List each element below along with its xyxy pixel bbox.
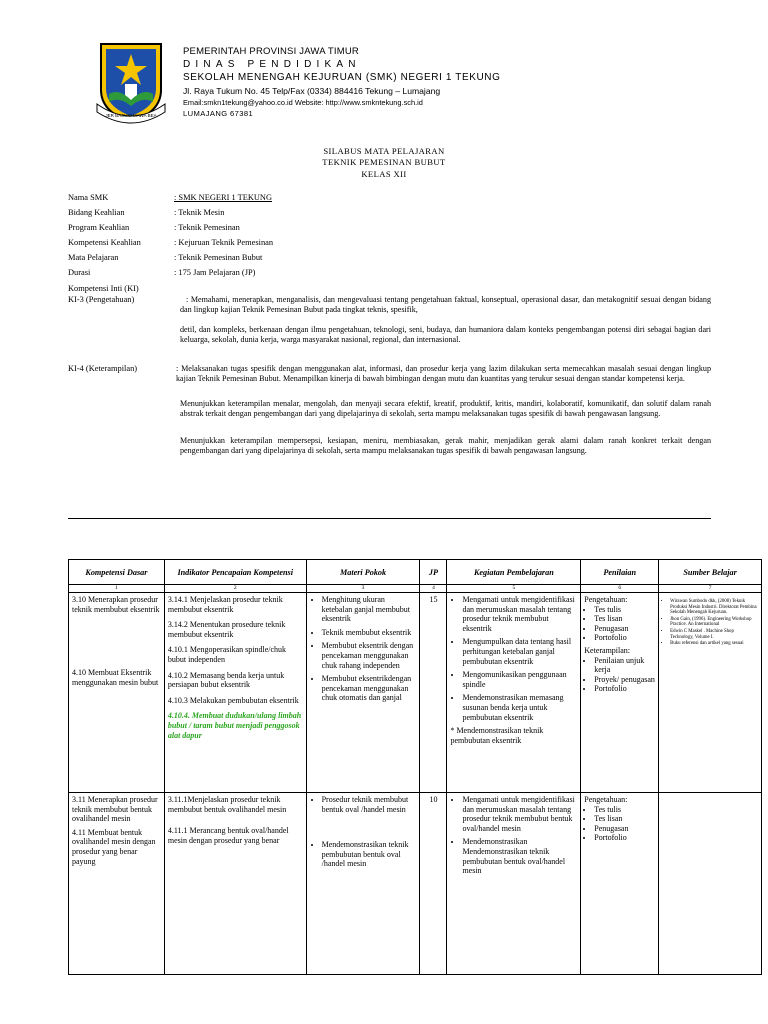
jp-cell: 15	[420, 593, 447, 793]
penilaian-item: • Tes tulis	[594, 605, 655, 615]
info-label: Bidang Keahlian	[68, 208, 125, 217]
kegiatan-item: • Mengamati untuk mengidentifikasi dan merumuskan masalah tentang prosedur teknik membubut bentuk oval/handel mesin	[462, 795, 577, 833]
title-line-3: KELAS XII	[361, 169, 407, 179]
info-value: : Teknik Pemesinan Bubut	[174, 253, 263, 262]
penilaian-item: • Tes lisan	[594, 614, 655, 624]
kd-text: 3.11 Menerapkan prosedur teknik membubut bentuk ovalihandel mesin	[72, 795, 158, 824]
title-line-2: TEKNIK PEMESINAN BUBUT	[322, 157, 446, 167]
sumber-item: • Jhon Gain, (1996). Engineering Workshop Practice. An International	[670, 617, 758, 628]
header-line-1: PEMERINTAH PROVINSI JAWA TIMUR	[183, 46, 359, 57]
title-line-1: SILABUS MATA PELAJARAN	[323, 146, 445, 156]
kegiatan-cell	[447, 793, 581, 975]
penilaian-item: • Penugasan	[594, 624, 655, 634]
column-number: 5	[447, 585, 581, 593]
penilaian-item: • Portofolio	[594, 633, 655, 643]
info-value: : 175 Jam Pelajaran (JP)	[174, 268, 256, 277]
divider	[68, 518, 711, 519]
indikator-item: 4.10.3 Melakukan pembubutan eksentrik	[167, 695, 299, 705]
syllabus-table	[68, 559, 762, 975]
col-header: Kompetensi Dasar	[69, 560, 165, 585]
info-value: : Kejuruan Teknik Pemesinan	[174, 238, 274, 247]
column-number: 6	[581, 585, 659, 593]
header-city: LUMAJANG 67381	[183, 109, 254, 118]
kegiatan-item: • Mengamati untuk mengidentifikasi dan merumuskan masalah tentang prosedur teknik membubut eksentrik	[462, 595, 577, 633]
table-header-row	[69, 560, 762, 585]
materi-item: • Menghitung ukuran ketebalan ganjal membubut eksentrik	[322, 595, 417, 624]
indikator-item: 4.10.1 Mengoperasikan spindle/chuk bubut independen	[167, 645, 287, 664]
header-address: Jl. Raya Tukum No. 45 Telp/Fax (0334) 884416 Tekung – Lumajang	[183, 86, 441, 96]
svg-text:JER BASUKI MAWA BEA: JER BASUKI MAWA BEA	[105, 113, 157, 118]
kd-text: 4.11 Membuat bentuk ovalihandel mesin dengan prosedur yang benar payung	[72, 827, 156, 866]
penilaian-item: • Portofolio	[594, 684, 655, 694]
kegiatan-item: • Mendemonstrasikan memasang susunan benda kerja untuk pembubutan eksentrik	[462, 693, 577, 722]
kd-text: 4.10 Membuat Eksentrik menggunakan mesin bubut	[72, 668, 159, 687]
indikator-item: 4.11.1 Merancang bentuk oval/handel mesin dengan prosedur yang benar	[167, 826, 289, 845]
penilaian-item: • Penugasan	[594, 824, 655, 834]
ki3-text-cont: detil, dan kompleks, berkenaan dengan ilmu pengetahuan, teknologi, seni, budaya, dan humaniora dalam konteks pengembangan potensi diri sebagai bagian dari keluarga, sekolah, dunia kerja, warga masyarakat nasional, regional, dan internasional.	[180, 325, 711, 344]
kegiatan-item: • Mendemonstrasikan Mendemonstrasikan teknik pembubutan bentuk oval/handel mesin	[462, 837, 577, 875]
info-label: Mata Pelajaran	[68, 253, 119, 262]
info-label: Durasi	[68, 268, 91, 277]
indikator-item: 3.14.2 Menentukan prosedure teknik membubut eksentrik	[167, 620, 286, 639]
kegiatan-item: • Mengumpulkan data tentang hasil perhitungan ketebalan ganjal pembubutan eksentrik	[462, 637, 577, 666]
col-header: Penilaian	[581, 560, 659, 585]
materi-item: • Membubut eksentrik dengan pencekaman menggunakan chuk rahang independen	[322, 641, 417, 670]
indikator-item: 3.14.1 Menjelaskan prosedur teknik membubut eksentrik	[167, 595, 283, 614]
materi-item: • Membubut eksentrikdengan pencekaman menggunakan chuk otomatis dan ganjal	[322, 674, 417, 703]
info-value: : Teknik Pemesinan	[174, 223, 240, 232]
materi-item: • Mendemonstrasikan teknik pembubutan bentuk oval /handel mesin	[322, 840, 417, 869]
column-number: 1	[69, 585, 165, 593]
indikator-cell	[164, 593, 306, 793]
ki3-label: KI-3 (Pengetahuan)	[68, 295, 135, 304]
materi-item: • Prosedur teknik membubut bentuk oval /handel mesin	[322, 795, 417, 814]
kd-cell	[69, 593, 165, 793]
column-number: 2	[164, 585, 306, 593]
ki4-text-1: : Melaksanakan tugas spesifik dengan menggunakan alat, informasi, dan prosedur kerja yang lazim dilakukan serta memecahkan masalah sesuai dengan lingkup kajian Teknik Pemesinan Bubut. Menampilkan kinerja di bawah bimbingan dengan mutu dan kuantitas yang terukur sesuai dengan standar kompetensi kerja.	[176, 364, 711, 383]
materi-cell	[306, 593, 420, 793]
column-number-row	[69, 585, 762, 593]
jawa-timur-emblem	[95, 40, 167, 124]
column-number: 4	[420, 585, 447, 593]
indikator-item: 3.11.1Menjelaskan prosedur teknik membubut bentuk ovalihandel mesin	[167, 795, 287, 814]
col-header: Indikator Pencapaian Kompetensi	[164, 560, 306, 585]
indikator-item-highlight: 4.10.4. Membuat dudukan/ulang limbah bubut / taram bubut menjadi penggosok alat dapur	[167, 711, 302, 740]
column-number: 3	[306, 585, 420, 593]
ki4-text-2: Menunjukkan keterampilan menalar, mengolah, dan menyaji secara efektif, kreatif, produktif, kritis, mandiri, kolaboratif, komunikatif, dan solutif dalam ranah abstrak terkait dengan pengembangan dari yang dipelajarinya di sekolah, serta mampu melaksanakan tugas spesifik di bawah pengawasan langsung.	[180, 399, 711, 418]
sumber-item: • Edwin C Maskel . Machine Shop Technology, Volume I.	[670, 629, 758, 640]
penilaian-item: • Tes tulis	[594, 805, 655, 815]
col-header: JP	[420, 560, 447, 585]
penilaian-item: • Proyek/ penugasan	[594, 675, 655, 685]
col-header: Sumber Belajar	[659, 560, 762, 585]
table-row	[69, 593, 762, 793]
info-label: Program Keahlian	[68, 223, 130, 232]
penilaian-item: • Tes lisan	[594, 814, 655, 824]
penilaian-cell	[581, 593, 659, 793]
ki-heading: Kompetensi Inti (KI)	[68, 284, 139, 293]
ki3-text: : Memahami, menerapkan, menganalisis, dan mengevaluasi tentang pengetahuan faktual, konseptual, operasional dasar, dan metakognitif sesuai dengan bidang dan lingkup kajian Teknik Pemesinan Bubut pada tingkat teknis, spesifik,	[180, 295, 711, 314]
col-header: Kegiatan Pembelajaran	[447, 560, 581, 585]
materi-cell	[306, 793, 420, 975]
ki4-label: KI-4 (Keterampilan)	[68, 364, 138, 373]
column-number: 7	[659, 585, 762, 593]
info-label: Kompetensi Keahlian	[68, 238, 141, 247]
sumber-cell	[659, 793, 762, 975]
indikator-item: 4.10.2 Memasang benda kerja untuk persiapan bubut eksentrik	[167, 670, 285, 690]
kegiatan-star-item: * Mendemonstrasikan teknik pembubutan eksentrik	[450, 726, 544, 745]
kegiatan-cell	[447, 593, 581, 793]
kegiatan-item: • Mengomunikasikan penggunaan spindle	[462, 670, 577, 689]
penilaian-heading: Pengetahuan:	[584, 795, 628, 804]
indikator-cell	[164, 793, 306, 975]
jp-cell: 10	[420, 793, 447, 975]
info-value: : SMK NEGERI 1 TEKUNG	[174, 193, 273, 202]
header-line-3: SEKOLAH MENENGAH KEJURUAN (SMK) NEGERI 1 TEKUNG	[183, 72, 501, 83]
info-label: Nama SMK	[68, 193, 109, 202]
header-line-2: DINAS PENDIDIKAN	[183, 59, 361, 70]
ki4-text-3: Menunjukkan keterampilan mempersepsi, kesiapan, meniru, membiasakan, gerak mahir, menjadikan gerak alami dalam ranah konkret terkait dengan pengembangan dari yang dipelajarinya di sekolah, serta mampu melaksanakan tugas spesifik di bawah pengawasan langsung.	[180, 436, 711, 455]
kd-cell	[69, 793, 165, 975]
penilaian-heading: Pengetahuan:	[584, 595, 628, 604]
sumber-cell	[659, 593, 762, 793]
penilaian-item: • Penilaian unjuk kerja	[594, 656, 655, 675]
header-contact: Email:smkn1tekung@yahoo.co.id Website: http://www.smkntekung.sch.id	[183, 98, 423, 107]
penilaian-cell	[581, 793, 659, 975]
info-value: : Teknik Mesin	[174, 208, 225, 217]
penilaian-item: • Portofolio	[594, 833, 655, 843]
sumber-item: • Wirawan Sumbodo dkk, (2008) Teknik Produksi Mesin Industri. Direktorat Pembina Sekolah Menengah Kejuruan.	[670, 599, 758, 616]
materi-item: • Teknik membubut eksentrik	[322, 628, 417, 638]
penilaian-heading: Keterampilan:	[584, 645, 631, 655]
kd-text: 3.10 Menerapkan prosedur teknik membubut eksentrik	[72, 595, 160, 614]
sumber-item: • Buku referensi dan artikel yang sesuai	[670, 641, 758, 647]
table-row	[69, 793, 762, 975]
col-header: Materi Pokok	[306, 560, 420, 585]
